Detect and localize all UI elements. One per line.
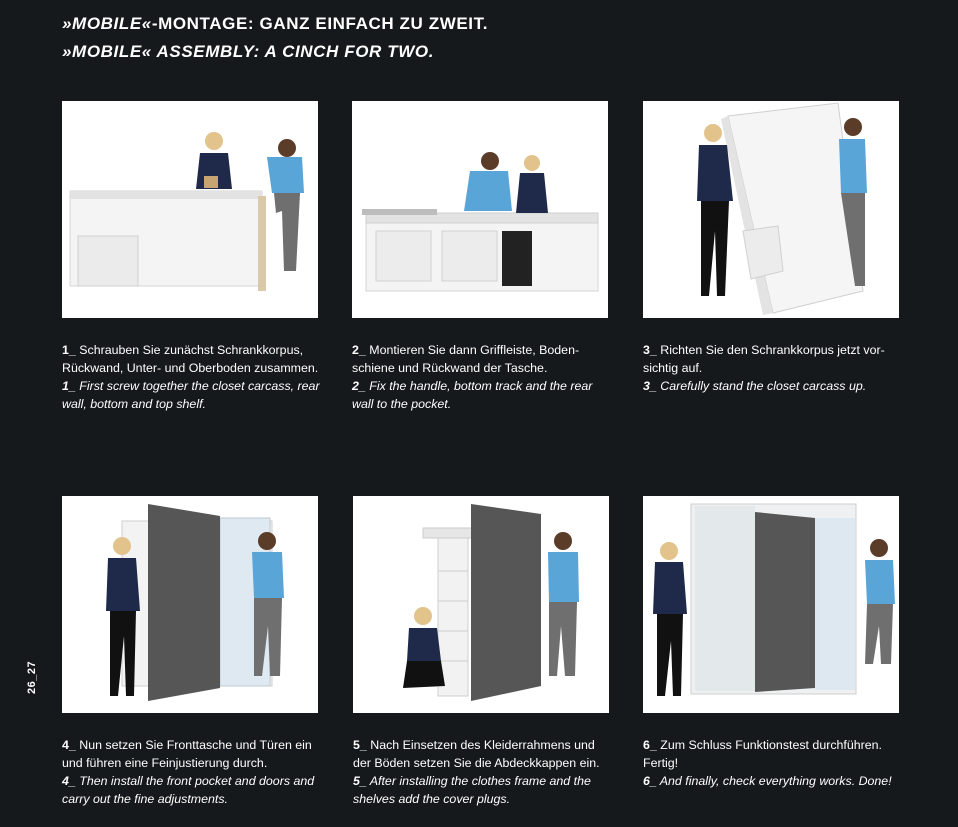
step-2-number: 2_ [352, 343, 366, 357]
step-4-photo [62, 496, 318, 713]
step-5-text-en: After installing the clothes frame and the shelves add the cover plugs. [353, 774, 591, 806]
step-5-text-de: Nach Einsetzen des Kleiderrahmens und der Böden setzen Sie die Abdeckkappen ein. [353, 738, 600, 770]
step-4-number-en: 4_ [62, 774, 76, 788]
step-6-caption [643, 736, 903, 790]
step-4-number: 4_ [62, 738, 76, 752]
brand-name: »MOBILE« [62, 14, 152, 33]
page-title-english: »MOBILE« ASSEMBLY: A CINCH FOR TWO. [62, 42, 435, 61]
step-2-photo [352, 101, 608, 318]
step-3-number: 3_ [643, 343, 657, 357]
title-german-text: -MONTAGE: GANZ EINFACH ZU ZWEIT. [151, 14, 489, 33]
step-2-caption [352, 341, 612, 413]
step-2-text-en: Fix the handle, bottom track and the rear wall to the pocket. [352, 379, 593, 411]
step-3-photo [643, 101, 899, 318]
step-5-number: 5_ [353, 738, 367, 752]
step-6-text-de: Zum Schluss Funktionstest durchführen. Fertig! [643, 738, 883, 770]
step-4-text-de: Nun setzen Sie Fronttasche und Türen ein und führen eine Feinjustierung durch. [62, 738, 312, 770]
step-1-photo [62, 101, 318, 318]
step-6-text-en: And finally, check everything works. Done! [659, 774, 892, 788]
step-1-text-de: Schrauben Sie zunächst Schrankkorpus, Rückwand, Unter- und Oberboden zusammen. [62, 343, 319, 375]
step-6-number-en: 6_ [643, 774, 657, 788]
step-5-photo [353, 496, 609, 713]
step-3-caption [643, 341, 903, 395]
step-3-text-en: Carefully stand the closet carcass up. [660, 379, 867, 393]
step-6-number: 6_ [643, 738, 657, 752]
page-title-german [62, 12, 488, 36]
step-1-caption [62, 341, 322, 413]
step-4-caption [62, 736, 322, 808]
step-2-text-de: Montieren Sie dann Griffleiste, Boden-schiene und Rückwand der Tasche. [352, 343, 580, 375]
step-6-photo [643, 496, 899, 713]
step-4-text-en: Then install the front pocket and doors and carry out the fine adjustments. [62, 774, 315, 806]
step-3-text-de: Richten Sie den Schrankkorpus jetzt vor-sichtig auf. [643, 343, 885, 375]
step-2-number-en: 2_ [352, 379, 366, 393]
step-1-number: 1_ [62, 343, 76, 357]
step-5-number-en: 5_ [353, 774, 367, 788]
step-3-number-en: 3_ [643, 379, 657, 393]
step-1-number-en: 1_ [62, 379, 76, 393]
page-number: 26_27 [26, 660, 38, 694]
step-1-text-en: First screw together the closet carcass, rear wall, bottom and top shelf. [62, 379, 320, 411]
step-5-caption [353, 736, 613, 808]
